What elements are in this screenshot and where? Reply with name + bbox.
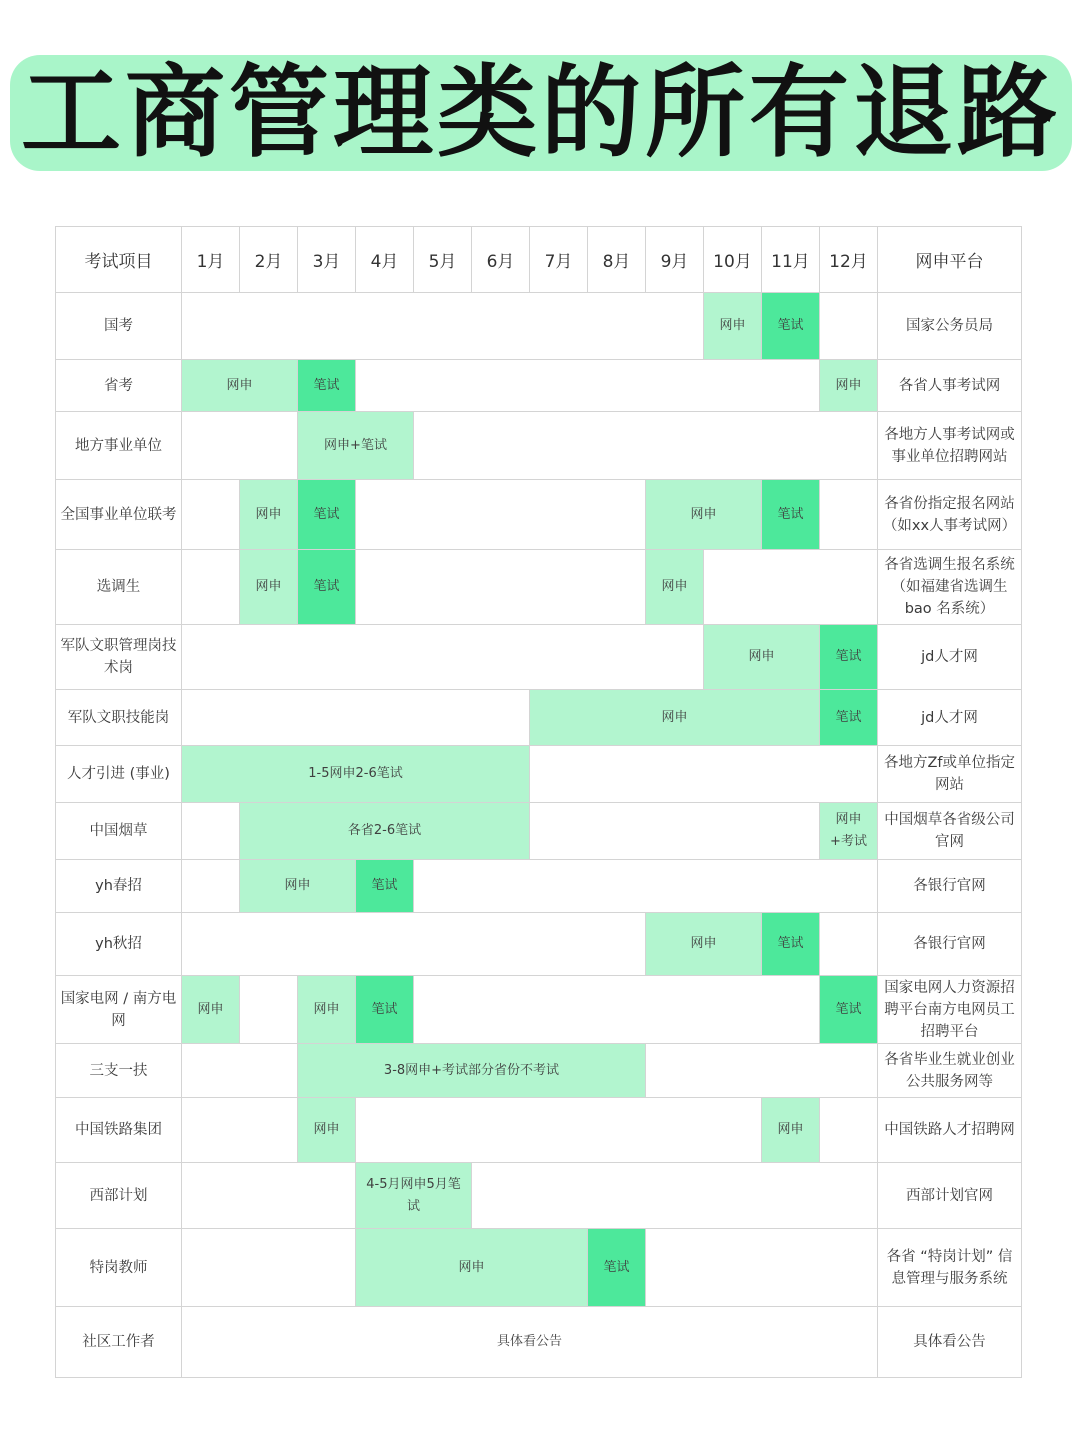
- application-period-cell: 网申: [646, 480, 762, 550]
- exam-period-cell: 笔试: [820, 976, 878, 1044]
- header-month: 4月: [356, 227, 414, 293]
- empty-cell: [182, 1098, 298, 1163]
- table-row: [56, 1307, 1022, 1378]
- table-row: [56, 746, 1022, 803]
- application-period-cell: 网申: [182, 976, 240, 1044]
- platform-cell: 各地方人事考试网或事业单位招聘网站: [878, 412, 1022, 480]
- platform-cell: 国家电网人力资源招聘平台南方电网员工招聘平台: [878, 976, 1022, 1044]
- empty-cell: [356, 550, 646, 625]
- application-period-cell: 各省2-6笔试: [240, 803, 530, 860]
- exam-name-cell: 国家电网 / 南方电网: [56, 976, 182, 1044]
- application-period-cell: 网申: [646, 550, 704, 625]
- exam-name-cell: 军队文职管理岗技术岗: [56, 625, 182, 690]
- exam-name-cell: 社区工作者: [56, 1307, 182, 1378]
- empty-cell: [530, 746, 878, 803]
- application-period-cell: 网申: [530, 690, 820, 746]
- empty-cell: [182, 480, 240, 550]
- table-row: [56, 913, 1022, 976]
- application-period-cell: 网申+考试: [820, 803, 878, 860]
- exam-name-cell: 西部计划: [56, 1163, 182, 1229]
- table-row: [56, 860, 1022, 913]
- header-month: 2月: [240, 227, 298, 293]
- exam-name-cell: 全国事业单位联考: [56, 480, 182, 550]
- table-row: [56, 480, 1022, 550]
- empty-cell: [182, 412, 298, 480]
- table-row: [56, 550, 1022, 625]
- table-row: [56, 1163, 1022, 1229]
- empty-cell: [240, 976, 298, 1044]
- application-period-cell: 网申+笔试: [298, 412, 414, 480]
- title-banner: [10, 55, 1072, 171]
- platform-cell: 各省人事考试网: [878, 360, 1022, 412]
- exam-name-cell: 国考: [56, 293, 182, 360]
- platform-cell: 各地方Zf或单位指定网站: [878, 746, 1022, 803]
- application-period-cell: 网申: [240, 860, 356, 913]
- exam-name-cell: 军队文职技能岗: [56, 690, 182, 746]
- empty-cell: [182, 690, 530, 746]
- application-period-cell: 4-5月网申5月笔试: [356, 1163, 472, 1229]
- exam-name-cell: yh春招: [56, 860, 182, 913]
- header-month: 12月: [820, 227, 878, 293]
- table-row: [56, 803, 1022, 860]
- table-row: [56, 1044, 1022, 1098]
- empty-cell: [472, 1163, 878, 1229]
- platform-cell: 西部计划官网: [878, 1163, 1022, 1229]
- table-row: [56, 293, 1022, 360]
- platform-cell: 各银行官网: [878, 913, 1022, 976]
- exam-period-cell: 笔试: [762, 913, 820, 976]
- empty-cell: [182, 913, 646, 976]
- page-title: 工商管理类的所有退路: [21, 54, 1061, 171]
- empty-cell: [182, 550, 240, 625]
- empty-cell: [182, 803, 240, 860]
- empty-cell: [414, 976, 820, 1044]
- application-period-cell: 网申: [240, 480, 298, 550]
- platform-cell: jd人才网: [878, 625, 1022, 690]
- empty-cell: [356, 480, 646, 550]
- exam-name-cell: 中国烟草: [56, 803, 182, 860]
- empty-cell: [356, 1098, 762, 1163]
- empty-cell: [356, 360, 820, 412]
- exam-period-cell: 笔试: [356, 860, 414, 913]
- platform-cell: 各省毕业生就业创业公共服务网等: [878, 1044, 1022, 1098]
- application-period-cell: 网申: [646, 913, 762, 976]
- empty-cell: [820, 1098, 878, 1163]
- empty-cell: [704, 550, 878, 625]
- table-row: [56, 1098, 1022, 1163]
- platform-cell: 具体看公告: [878, 1307, 1022, 1378]
- header-month: 8月: [588, 227, 646, 293]
- table-row: [56, 1229, 1022, 1307]
- application-period-cell: 网申: [356, 1229, 588, 1307]
- empty-cell: [182, 293, 704, 360]
- header-month: 9月: [646, 227, 704, 293]
- application-period-cell: 网申: [182, 360, 298, 412]
- header-month: 10月: [704, 227, 762, 293]
- note-cell: 具体看公告: [182, 1307, 878, 1378]
- application-period-cell: 网申: [704, 293, 762, 360]
- application-period-cell: 网申: [298, 976, 356, 1044]
- application-period-cell: 3-8网申+考试部分省份不考试: [298, 1044, 646, 1098]
- header-month: 6月: [472, 227, 530, 293]
- empty-cell: [182, 860, 240, 913]
- table-row: [56, 625, 1022, 690]
- header-month: 3月: [298, 227, 356, 293]
- empty-cell: [820, 913, 878, 976]
- empty-cell: [182, 625, 704, 690]
- empty-cell: [182, 1163, 356, 1229]
- exam-period-cell: 笔试: [298, 550, 356, 625]
- application-period-cell: 网申: [704, 625, 820, 690]
- exam-name-cell: 人才引进 (事业): [56, 746, 182, 803]
- empty-cell: [646, 1229, 878, 1307]
- exam-period-cell: 笔试: [298, 360, 356, 412]
- platform-cell: 中国烟草各省级公司官网: [878, 803, 1022, 860]
- empty-cell: [820, 293, 878, 360]
- exam-name-cell: 选调生: [56, 550, 182, 625]
- exam-period-cell: 笔试: [762, 293, 820, 360]
- empty-cell: [530, 803, 820, 860]
- platform-cell: 国家公务员局: [878, 293, 1022, 360]
- empty-cell: [182, 1229, 356, 1307]
- header-exam-item: 考试项目: [56, 227, 182, 293]
- header-month: 5月: [414, 227, 472, 293]
- application-period-cell: 网申: [762, 1098, 820, 1163]
- application-period-cell: 1-5网申2-6笔试: [182, 746, 530, 803]
- platform-cell: 各省选调生报名系统（如福建省选调生 bao 名系统）: [878, 550, 1022, 625]
- platform-cell: 各省 “特岗计划” 信息管理与服务系统: [878, 1229, 1022, 1307]
- exam-period-cell: 笔试: [298, 480, 356, 550]
- table-row: [56, 360, 1022, 412]
- platform-cell: 各银行官网: [878, 860, 1022, 913]
- exam-name-cell: 三支一扶: [56, 1044, 182, 1098]
- empty-cell: [414, 860, 878, 913]
- header-month: 11月: [762, 227, 820, 293]
- table-row: [56, 690, 1022, 746]
- platform-cell: 中国铁路人才招聘网: [878, 1098, 1022, 1163]
- empty-cell: [820, 480, 878, 550]
- empty-cell: [182, 1044, 298, 1098]
- platform-cell: jd人才网: [878, 690, 1022, 746]
- platform-cell: 各省份指定报名网站（如xx人事考试网）: [878, 480, 1022, 550]
- application-period-cell: 网申: [820, 360, 878, 412]
- header-month: 1月: [182, 227, 240, 293]
- exam-schedule-table: [55, 226, 1022, 1378]
- header-month: 7月: [530, 227, 588, 293]
- exam-name-cell: 特岗教师: [56, 1229, 182, 1307]
- exam-name-cell: 地方事业单位: [56, 412, 182, 480]
- empty-cell: [414, 412, 878, 480]
- application-period-cell: 网申: [240, 550, 298, 625]
- exam-period-cell: 笔试: [820, 625, 878, 690]
- empty-cell: [646, 1044, 878, 1098]
- exam-period-cell: 笔试: [356, 976, 414, 1044]
- application-period-cell: 网申: [298, 1098, 356, 1163]
- table-row: [56, 976, 1022, 1044]
- header-platform: 网申平台: [878, 227, 1022, 293]
- exam-period-cell: 笔试: [820, 690, 878, 746]
- exam-period-cell: 笔试: [762, 480, 820, 550]
- table-header-row: [56, 227, 1022, 293]
- exam-period-cell: 笔试: [588, 1229, 646, 1307]
- exam-name-cell: 中国铁路集团: [56, 1098, 182, 1163]
- table-row: [56, 412, 1022, 480]
- exam-name-cell: yh秋招: [56, 913, 182, 976]
- exam-name-cell: 省考: [56, 360, 182, 412]
